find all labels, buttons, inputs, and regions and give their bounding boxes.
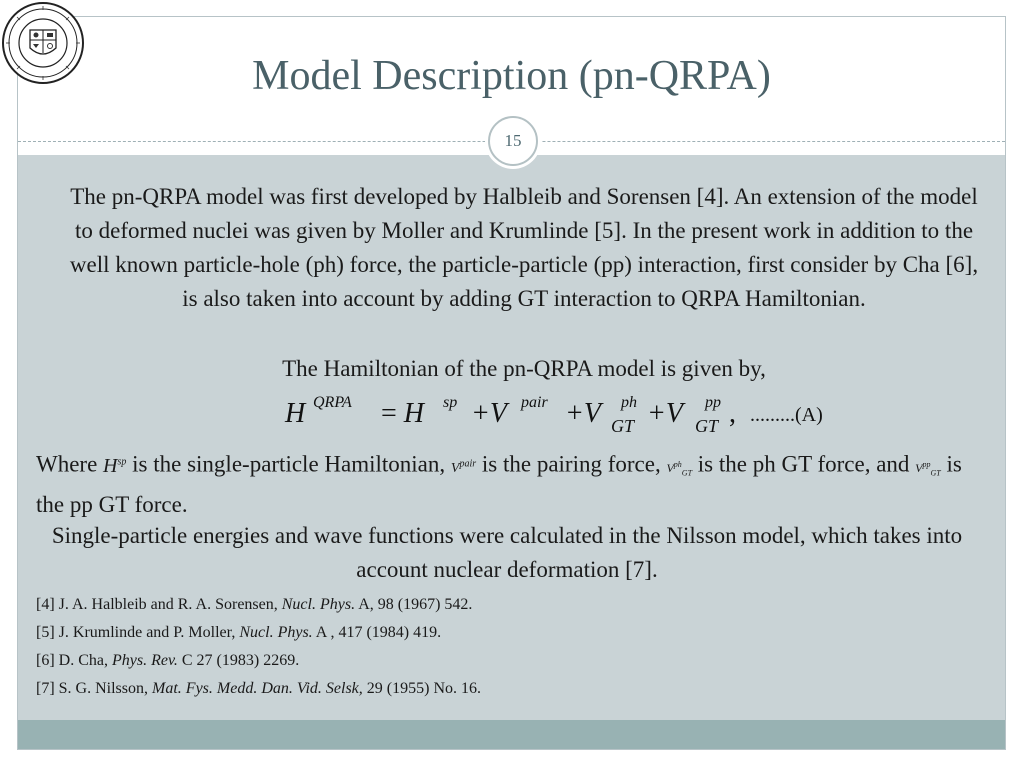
- footer-band: [18, 720, 1005, 749]
- where-text-3: is the pairing force,: [481, 451, 661, 477]
- reference-item: [36, 676, 976, 704]
- symbol-h: H: [103, 454, 118, 477]
- nilsson-paragraph: Single-particle energies and wave functions were calculated in the Nilsson model, which takes into account nuclear deformation [7].: [51, 523, 963, 582]
- reference-item: [36, 648, 976, 676]
- eq-label: .........(A): [750, 404, 823, 426]
- symbol-ph-sup: ph: [673, 459, 682, 469]
- symbol-v-3: V: [915, 460, 923, 475]
- where-text-2: is the single-particle Hamiltonian,: [132, 451, 451, 477]
- ref-journal: Phys. Rev.: [111, 652, 178, 669]
- ref-journal: Nucl. Phys.: [239, 624, 313, 641]
- symbol-pair-sup: pair: [459, 458, 477, 469]
- symbol-gt-sub-2: GT: [930, 468, 941, 478]
- symbol-pp-sup: pp: [922, 459, 931, 469]
- symbol-v-pair: [450, 458, 477, 476]
- symbol-h-sp: [103, 455, 126, 477]
- eq-v-ph: +V: [565, 398, 601, 429]
- ref-details: A , 417 (1984) 419.: [312, 624, 442, 641]
- intro-paragraph: The pn-QRPA model was first developed by Halbleib and Sorensen [4]. An extension of the model to deformed nuclei was given by Moller and Krumlinde [5]. In the present work in addition to the well known particle-hole (ph) force, the particle-particle (pp) interaction, first consider by Cha [6], is also taken into account by adding GT interaction to QRPA Hamiltonian.: [69, 184, 979, 311]
- eq-lhs: H: [285, 398, 306, 429]
- ref-authors: [7] S. G. Nilsson,: [36, 680, 153, 697]
- slide-title: Model Description (pn-QRPA): [252, 53, 771, 99]
- reference-item: [36, 620, 976, 648]
- symbol-sp-sup: sp: [117, 456, 127, 467]
- reference-item: [36, 592, 976, 620]
- ref-authors: [4] J. A. Halbleib and R. A. Sorensen,: [36, 596, 282, 613]
- eq-ph-sub: GT: [611, 416, 635, 436]
- eq-sp-sup: sp: [443, 394, 458, 411]
- eq-v-pair: +V: [471, 398, 507, 429]
- eq-pp-sup: pp: [705, 394, 721, 411]
- eq-v-pp: +V: [647, 398, 683, 429]
- ref-journal: Nucl. Phys.: [281, 596, 356, 613]
- eq-lhs-sup: QRPA: [313, 394, 352, 411]
- ref-journal: Mat. Fys. Medd. Dan. Vid. Selsk,: [152, 680, 363, 697]
- eq-pair-sup: pair: [521, 394, 548, 411]
- page-number: 15: [504, 131, 522, 150]
- references-list: [36, 592, 976, 704]
- where-text-4: is the ph GT force, and: [697, 451, 916, 477]
- hamiltonian-intro: The Hamiltonian of the pn-QRPA model is given by,: [282, 356, 766, 381]
- hamiltonian-equation: [285, 394, 865, 436]
- ref-details: A, 98 (1967) 542.: [355, 596, 473, 613]
- where-text-1: Where: [36, 451, 104, 477]
- page-number-badge: [488, 116, 538, 166]
- eq-equals: = H: [381, 398, 425, 429]
- eq-ph-sup: ph: [621, 394, 637, 411]
- symbol-gt-sub-1: GT: [681, 468, 693, 478]
- ref-authors: [5] J. Krumlinde and P. Moller,: [36, 624, 240, 641]
- ref-authors: [6] D. Cha,: [36, 652, 112, 669]
- symbol-v-2: V: [666, 460, 674, 475]
- symbol-v-ph-gt: [666, 449, 692, 489]
- ref-details: C 27 (1983) 2269.: [177, 652, 300, 669]
- symbol-v-1: V: [450, 460, 460, 476]
- eq-comma: ,: [729, 398, 736, 429]
- eq-pp-sub: GT: [695, 416, 719, 436]
- where-paragraph: [36, 446, 976, 521]
- where-text-5: is the pp GT force.: [36, 451, 962, 518]
- ref-details: 29 (1955) No. 16.: [362, 680, 481, 697]
- symbol-v-pp-gt: [915, 449, 941, 489]
